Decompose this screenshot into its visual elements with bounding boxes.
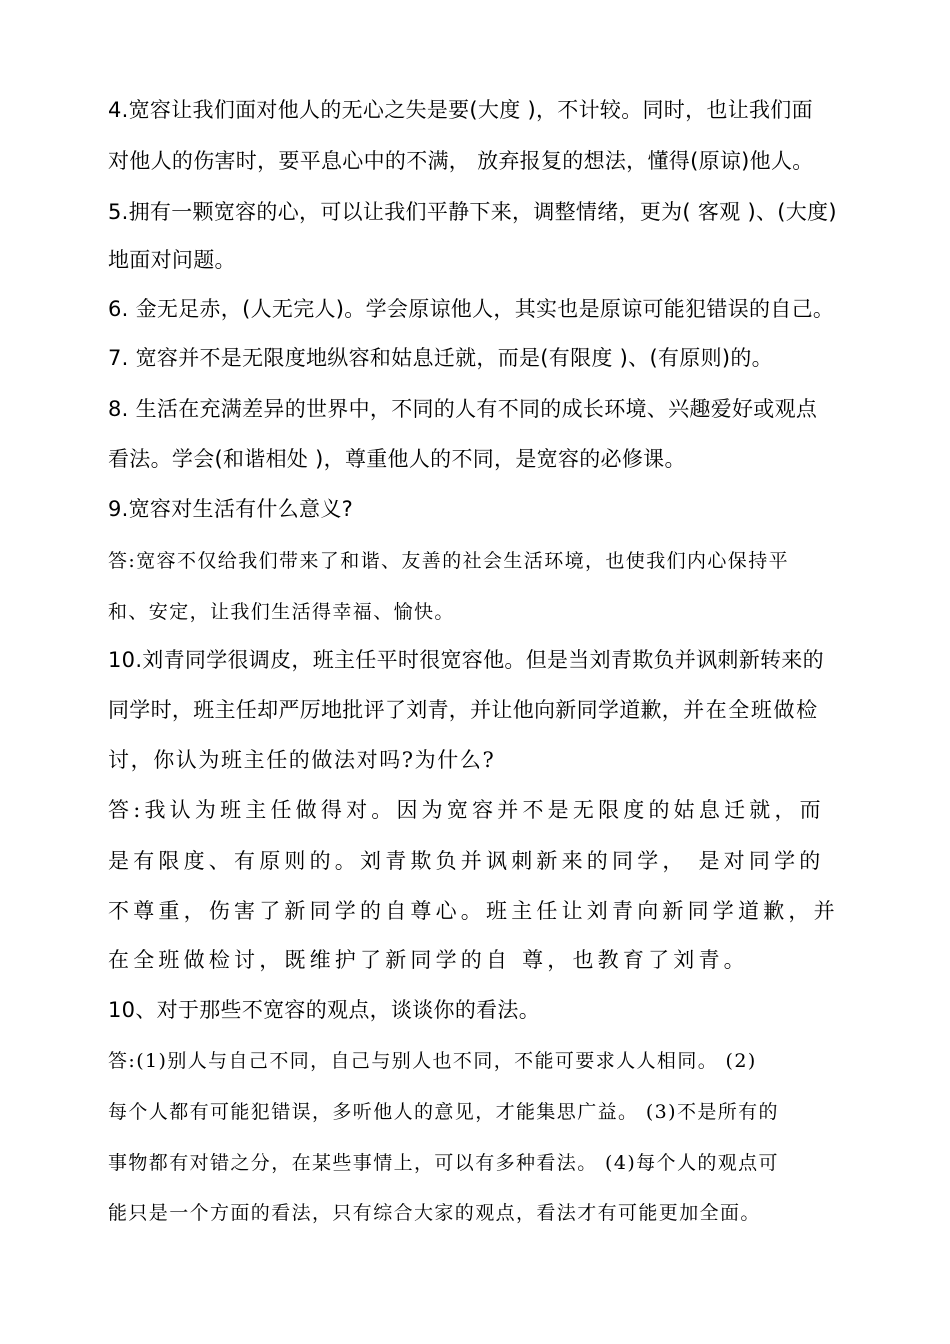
answer-line-q11-d: 能只是一个方面的看法，只有综合大家的观点，看法才有可能更加全面。 [108,1202,761,1224]
answer-line-q10-d: 在全班做检讨，既维护了新同学的自 尊，也教育了刘青。 [108,948,749,972]
text-line-q4-a: 4.宽容让我们面对他人的无心之失是要(大度 )，不计较。同时，也让我们面 [108,98,813,122]
text-line-q5-b: 地面对问题。 [108,248,236,272]
answer-line-q10-c: 不尊重，伤害了新同学的自尊心。班主任让刘青向新同学道歉，并 [108,899,839,923]
answer-line-q11-b: 每个人都有可能犯错误，多听他人的意见，才能集思广益。 (3)不是所有的 [108,1101,779,1123]
text-line-q10-b-serif: 并在全班做检 [683,698,819,722]
answer-line-q9-b: 和、安定，让我们生活得幸福、愉快。 [108,601,455,623]
text-line-q9: 9.宽容对生活有什么意义? [108,497,354,521]
answer-line-q10-a: 答:我认为班主任做得对。因为宽容并不是无限度的姑息迁就，而 [108,798,825,822]
text-line-q10-c: 讨，你认为班主任的做法对吗?为什么? [108,748,496,772]
text-line-q5-a: 5.拥有一颗宽容的心，可以让我们平静下来，调整情绪，更为( 客观 )、(大度) [108,200,837,224]
answer-line-q9-a: 答:宽容不仅给我们带来了和谐、友善的社会生活环境，也使我们内心保持平 [108,550,790,572]
text-line-q4-b: 对他人的伤害时，要平息心中的不满， 放弃报复的想法，懂得(原谅)他人。 [108,149,814,173]
answer-line-q11-c: 事物都有对错之分，在某些事情上，可以有多种看法。 (4)每个人的观点可 [108,1152,779,1174]
text-line-q10-b [108,695,848,725]
text-line-q7: 7. 宽容并不是无限度地纵容和姑息迁就，而是(有限度 )、(有原则)的。 [108,346,773,370]
text-line-q8-a: 8. 生活在充满差异的世界中，不同的人有不同的成长环境、兴趣爱好或观点 [108,397,818,421]
text-line-q6: 6. 金无足赤，(人无完人)。学会原谅他人，其实也是原谅可能犯错误的自己。 [108,297,835,321]
answer-line-q10-b: 是有限度、有原则的。刘青欺负并讽刺新来的同学， 是对同学的 [108,849,825,873]
answer-line-q11-a: 答:(1)别人与自己不同，自己与别人也不同，不能可要求人人相同。 (2) [108,1050,757,1072]
text-line-q10-a: 10.刘青同学很调皮，班主任平时很宽容他。但是当刘青欺负并讽刺新转来的 [108,648,824,672]
text-line-q8-b: 看法。学会(和谐相处 )，尊重他人的不同，是宽容的必修课。 [108,447,686,471]
text-line-q10-b-sans: 同学时，班主任却严厉地批评了刘青，并让他向新同学道歉， [108,698,684,722]
text-line-q11: 10、对于那些不宽容的观点，谈谈你的看法。 [108,998,541,1022]
